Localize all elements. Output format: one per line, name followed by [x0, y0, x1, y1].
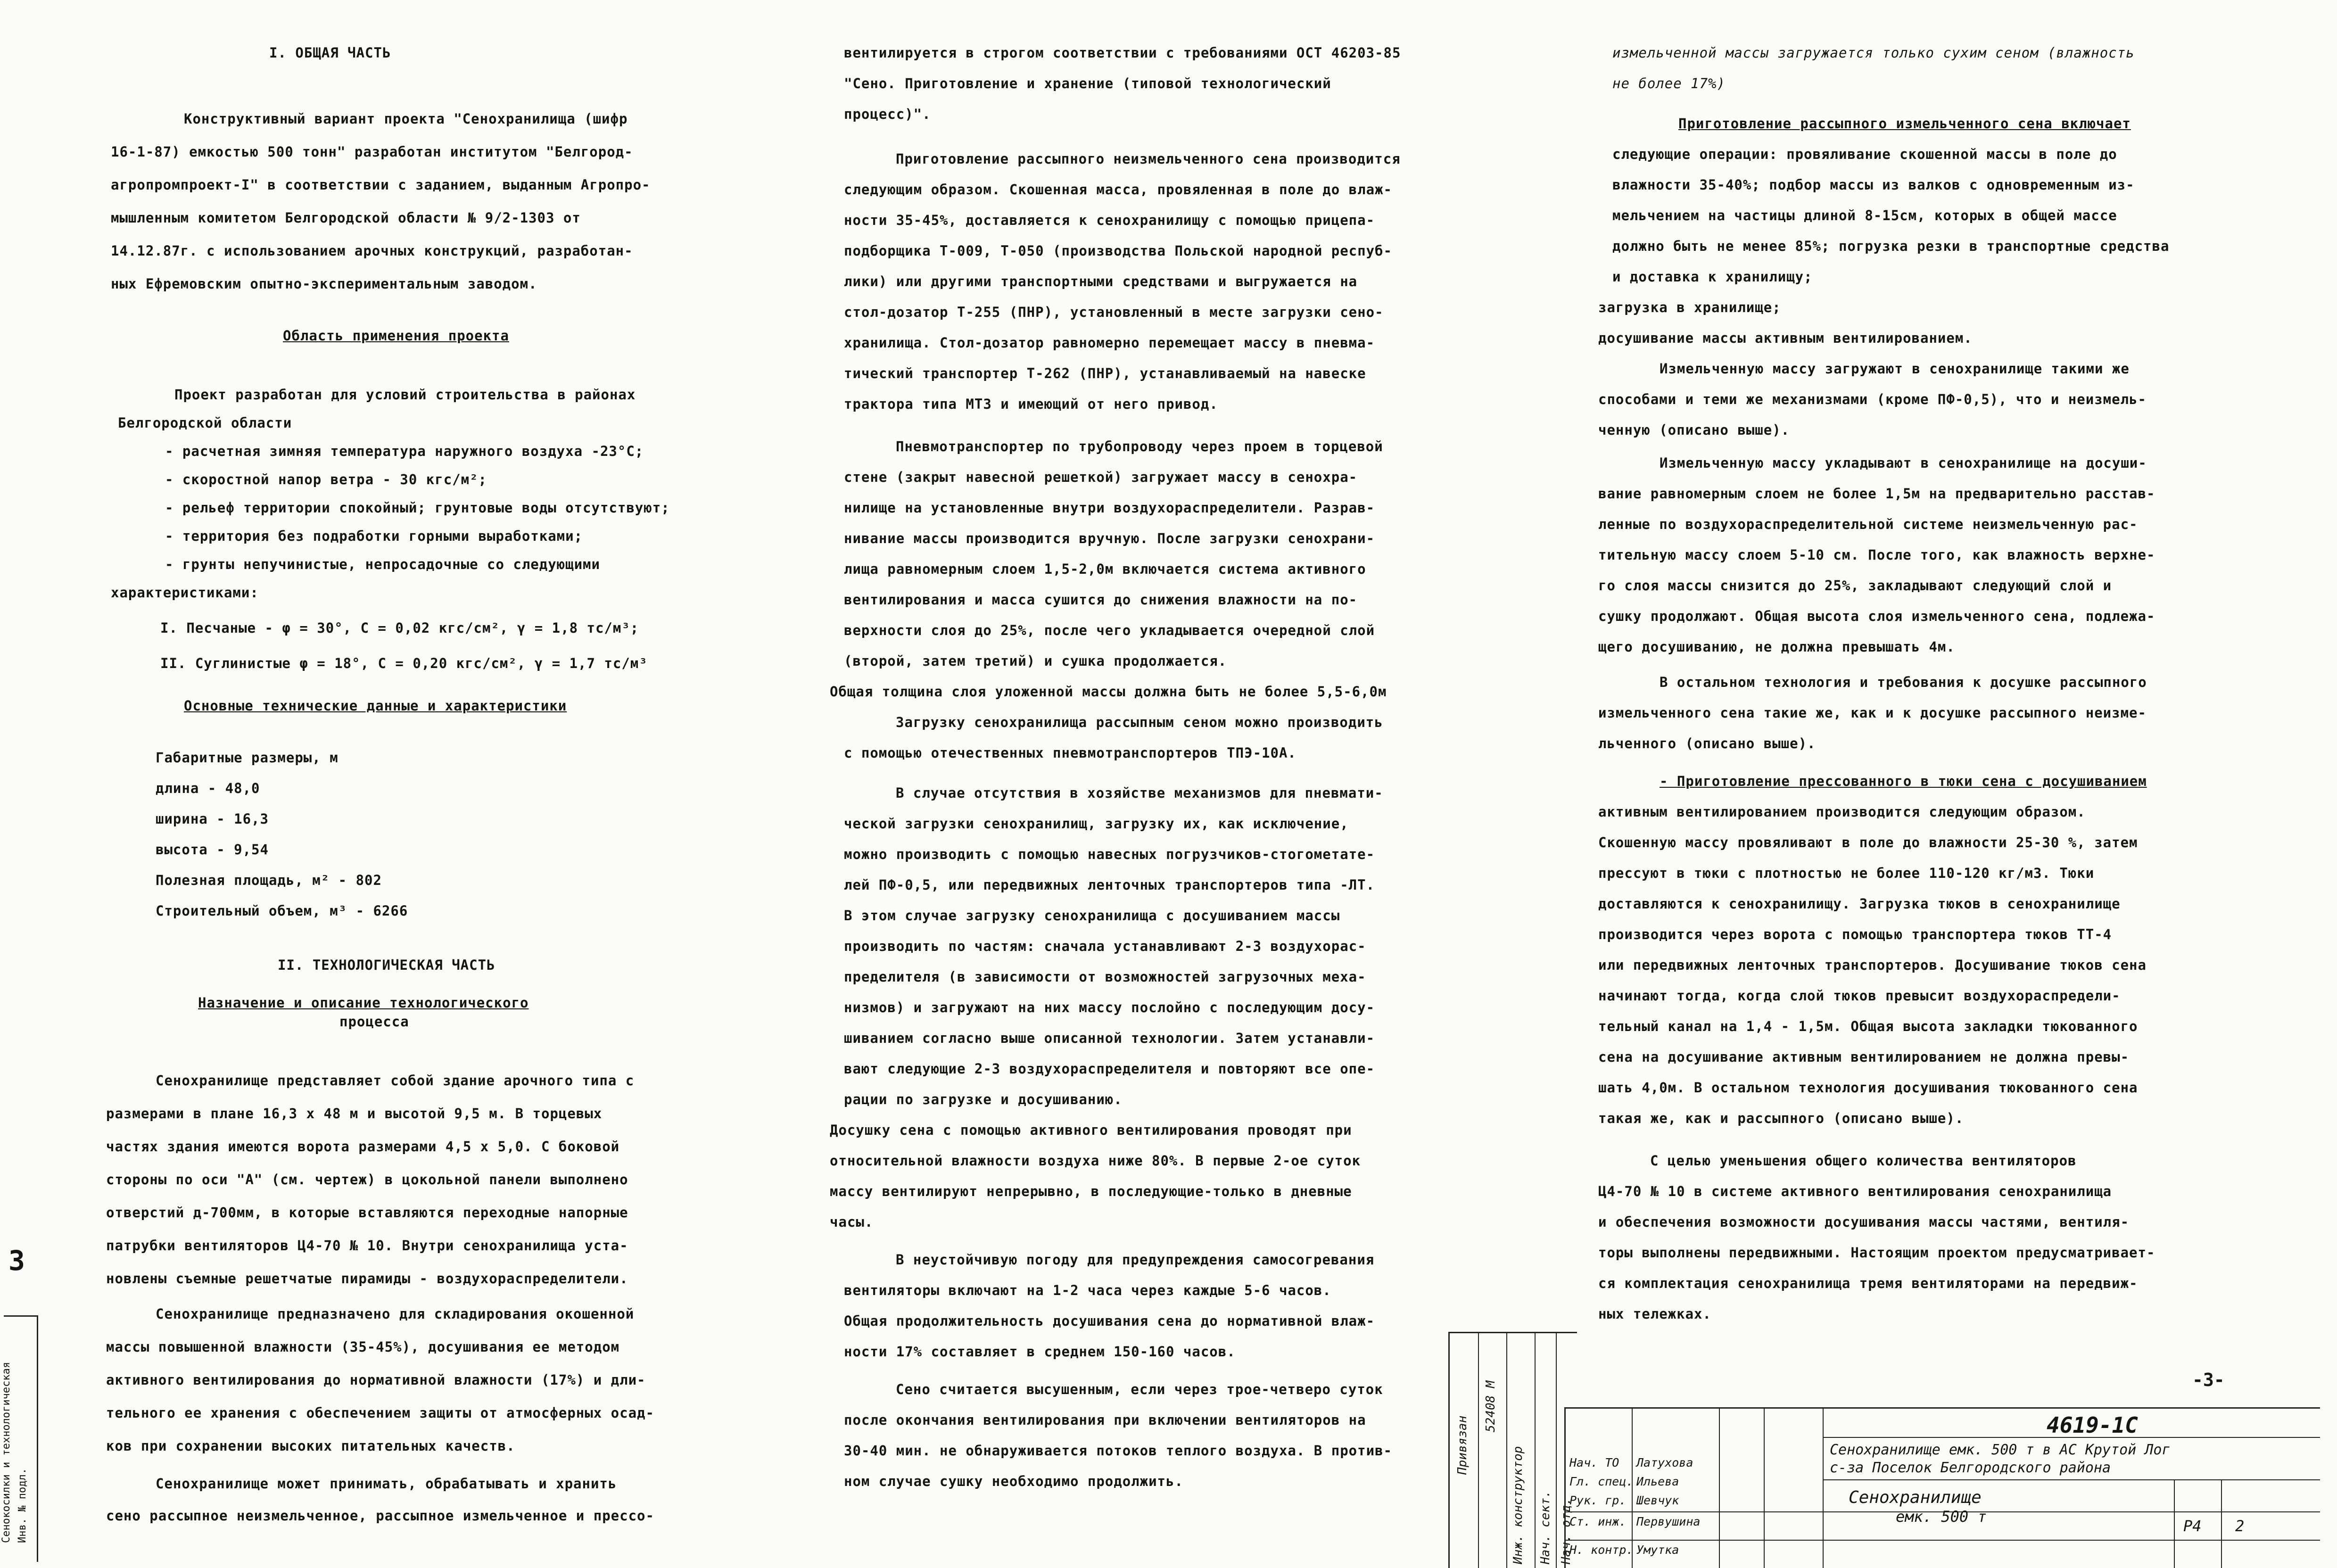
col3-line: и обеспечения возможности досушивания массы частями, вентиля- — [1598, 1214, 2130, 1230]
col1-line: ных Ефремовским опытно-экспериментальным заводом. — [111, 276, 537, 292]
col2-line: относительной влажности воздуха ниже 80%. В первые 2-ое суток — [830, 1153, 1361, 1169]
col3-line: следующие операции: провяливание скошенной массы в поле до — [1612, 146, 2117, 162]
sheet-title-line2: емк. 500 т — [1896, 1508, 1987, 1526]
title-block — [1564, 1407, 2320, 1568]
role: Ст. инж. — [1569, 1515, 1627, 1528]
col3-line: ченную (описано выше). — [1598, 422, 1790, 438]
col3-line: тительную массу слоем 5-10 см. После того, как влажность верхне- — [1598, 547, 2155, 563]
col2-line: часы. — [830, 1214, 874, 1230]
col1-line: Сенохранилище предназначено для складирования окошенной — [156, 1306, 635, 1322]
col3-line: В остальном технология и требования к досушке рассыпного — [1660, 674, 2147, 690]
col1-line: Белгородской области — [118, 415, 292, 431]
name: Шевчук — [1636, 1494, 1679, 1507]
col1-line: характеристиками: — [111, 585, 259, 601]
col2-line: вентиляторы включают на 1-2 часа через каждые 5-6 часов. — [844, 1282, 1331, 1298]
col1-line: активного вентилирования до нормативной влажности (17%) и дли- — [106, 1372, 646, 1388]
col1-line: частях здания имеются ворота размерами 4,5 х 5,0. С боковой — [106, 1139, 620, 1155]
col1-line: Габаритные размеры, м — [156, 750, 339, 766]
col2-line: Сено считается высушенным, если через трое-четверо суток — [896, 1381, 1383, 1397]
col2-line: трактора типа МТЗ и имеющий от него привод. — [844, 396, 1218, 412]
col3-line: мельчением на частицы длиной 8-15см, которых в общей массе — [1612, 207, 2117, 223]
col3-line: измельченной массы загружается только сухим сеном (влажность — [1612, 45, 2135, 61]
col3-line: такая же, как и рассыпного (описано выше). — [1598, 1110, 1964, 1126]
name: Первушина — [1636, 1515, 1701, 1528]
sheet-value: 2 — [2235, 1517, 2245, 1535]
col1-line: - грунты непучинистые, непросадочные со следующими — [165, 556, 600, 572]
col1-line: Сенохранилище представляет собой здание арочного типа с — [156, 1073, 635, 1089]
col2-line: вентилирования и масса сушится до снижения влажности на по- — [844, 592, 1358, 608]
col3-line: производится через ворота с помощью транспортера тюков ТТ-4 — [1598, 926, 2112, 942]
col1-line: Проект разработан для условий строительства в районах — [174, 387, 636, 403]
col2-line: лики) или другими транспортными средствами и выгружается на — [844, 273, 1358, 289]
project-title-line2: с-за Поселок Белгородского района — [1830, 1460, 2111, 1476]
col2-line: лей ПФ-0,5, или передвижных ленточных транспортеров типа -ЛТ. — [844, 877, 1375, 893]
col2-line: верхности слоя до 25%, после чего укладывается очередной слой — [844, 622, 1375, 638]
page-marker: -3- — [2192, 1370, 2225, 1390]
sheet-title-line1: Сенохранилище — [1849, 1488, 1982, 1507]
col2-line: рации по загрузке и досушиванию. — [844, 1091, 1123, 1107]
col2-line: (второй, затем третий) и сушка продолжается. — [844, 653, 1227, 669]
col1-line: сено рассыпное неизмельченное, рассыпное измельченное и прессо- — [106, 1508, 654, 1524]
col2-line: "Сено. Приготовление и хранение (типовой технологический — [844, 75, 1331, 91]
col3-line: начинают тогда, когда слой тюков превысит воздухораспредели- — [1598, 988, 2121, 1004]
col2-line: можно производить с помощью навесных погрузчиков-стогометате- — [844, 846, 1375, 862]
approval-role: Инж. конструктор — [1511, 1446, 1525, 1564]
col3-line: льченного (описано выше). — [1598, 735, 1816, 751]
col3-line: досушивание массы активным вентилированием. — [1598, 330, 1973, 346]
margin-page-number: 3 — [8, 1245, 25, 1277]
col1-line: 14.12.87г. с использованием арочных конструкций, разработан- — [111, 243, 633, 259]
col3-line: щего досушиванию, не должна превышать 4м. — [1598, 639, 1955, 655]
role: Рук. гр. — [1569, 1494, 1627, 1507]
col3-line: вание равномерным слоем не более 1,5м на предварительно расстав- — [1598, 486, 2155, 502]
col3-line: шать 4,0м. В остальном технология досушивания тюкованного сена — [1598, 1080, 2138, 1096]
col2-line: Загрузку сенохранилища рассыпным сеном можно производить — [896, 714, 1383, 730]
col1-line: - территория без подработки горными выработками; — [165, 528, 583, 544]
col2-line: Общая продолжительность досушивания сена до нормативной влаж- — [844, 1313, 1375, 1329]
col2-line: тический транспортер Т-262 (ПНР), устанавливаемый на навеске — [844, 365, 1366, 381]
col1-line: I. ОБЩАЯ ЧАСТЬ — [269, 45, 391, 61]
name: Ильева — [1636, 1475, 1679, 1488]
col1-line: патрубки вентиляторов Ц4-70 № 10. Внутри сенохранилища уста- — [106, 1238, 628, 1254]
approval-role: Нач. отд. — [1559, 1498, 1573, 1564]
col2-line: Общая толщина слоя уложенной массы должна быть не более 5,5-6,0м — [830, 684, 1387, 700]
col1-line: размерами в плане 16,3 х 48 м и высотой 9,5 м. В торцевых — [106, 1106, 603, 1122]
col1-line: I. Песчаные - φ = 30°, C = 0,02 кгс/см², γ = 1,8 тс/м³; — [160, 620, 639, 636]
name: Латухова — [1636, 1456, 1693, 1469]
col2-line: вают следующие 2-3 воздухораспределителя и повторяют все опе- — [844, 1061, 1375, 1077]
name: Умутка — [1636, 1543, 1679, 1557]
col1-line: отверстий д-700мм, в которые вставляются переходные напорные — [106, 1205, 628, 1221]
margin-strip-label: Инв. № подл. — [17, 1468, 28, 1543]
col3-line: ных тележках. — [1598, 1306, 1711, 1322]
col1-line: тельного ее хранения с обеспечением защиты от атмосферных осад- — [106, 1405, 654, 1421]
col2-line: В неустойчивую погоду для предупреждения самосогревания — [896, 1252, 1375, 1268]
col2-line: следующим образом. Скошенная масса, провяленная в поле до влаж- — [844, 182, 1392, 198]
col2-line: ном случае сушку необходимо продолжить. — [844, 1473, 1183, 1489]
col1-line: мышленным комитетом Белгородской области № 9/2-1303 от — [111, 210, 581, 226]
col1-line: ширина - 16,3 — [156, 811, 269, 827]
col1-line: Назначение и описание технологического — [198, 995, 529, 1011]
col1-line: Конструктивный вариант проекта "Сенохранилища (шифр — [184, 111, 628, 127]
col3-line: прессуют в тюки с плотностью не более 110-120 кг/м3. Тюки — [1598, 865, 2095, 881]
col2-line: после окончания вентилирования при включении вентиляторов на — [844, 1412, 1366, 1428]
role: Н. контр. — [1569, 1543, 1634, 1557]
stage-value: Р4 — [2183, 1517, 2202, 1535]
col2-line: низмов) и загружают на них массу послойно с последующим досу- — [844, 999, 1375, 1015]
col2-line: шиванием согласно выше описанной технологии. Затем устанавли- — [844, 1030, 1375, 1046]
col2-line: Пневмотранспортер по трубопроводу через проем в торцевой — [896, 438, 1383, 454]
col3-line: Скошенную массу провяливают в поле до влажности 25-30 %, затем — [1598, 834, 2138, 850]
col1-line: II. ТЕХНОЛОГИЧЕСКАЯ ЧАСТЬ — [278, 957, 495, 973]
col3-line: доставляются к сенохранилищу. Загрузка тюков в сенохранилище — [1598, 896, 2121, 912]
col3-line: Ц4-70 № 10 в системе активного вентилирования сенохранилища — [1598, 1183, 2112, 1199]
document-number: 4619-1С — [2047, 1412, 2138, 1438]
col2-line: лища равномерным слоем 1,5-2,0м включается система активного — [844, 561, 1366, 577]
col2-line: ности 17% составляет в среднем 150-160 часов. — [844, 1344, 1236, 1360]
col3-line: - Приготовление прессованного в тюки сена с досушиванием — [1660, 773, 2147, 789]
col1-line: Основные технические данные и характеристики — [184, 698, 567, 714]
col3-line: и доставка к хранилищу; — [1612, 269, 1813, 285]
col1-line: процесса — [339, 1014, 409, 1030]
col1-line: ков при сохранении высоких питательных качеств. — [106, 1438, 515, 1454]
role: Гл. спец. — [1569, 1475, 1634, 1488]
col3-line: ленные по воздухораспределительной системе неизмельченную рас- — [1598, 516, 2138, 532]
col3-line: торы выполнены передвижными. Настоящим проектом предусматривает- — [1598, 1245, 2155, 1261]
col1-line: агропромпроект-I" в соответствии с заданием, выданным Агропро- — [111, 177, 651, 193]
col2-line: подборщика Т-009, Т-050 (производства Польской народной респуб- — [844, 243, 1392, 259]
col1-line: - расчетная зимняя температура наружного воздуха -23°С; — [165, 443, 644, 459]
col3-line: способами и теми же механизмами (кроме ПФ-0,5), что и неизмель- — [1598, 391, 2147, 407]
col1-line: - скоростной напор ветра - 30 кгс/м²; — [165, 471, 487, 487]
col1-line: Строительный объем, м³ - 6266 — [156, 903, 408, 919]
approval-label: Привязан — [1455, 1415, 1470, 1475]
col2-line: ности 35-45%, доставляется к сенохранилищу с помощью прицепа- — [844, 212, 1375, 228]
col1-line: стороны по оси "А" (см. чертеж) в цокольной панели выполнено — [106, 1172, 628, 1188]
col2-line: хранилища. Стол-дозатор равномерно перемещает массу в пневма- — [844, 335, 1375, 351]
col1-line: - рельеф территории спокойный; грунтовые воды отсутствуют; — [165, 500, 670, 516]
col3-line: не более 17%) — [1612, 75, 1726, 91]
col1-line: Сенохранилище может принимать, обрабатывать и хранить — [156, 1476, 617, 1492]
col2-line: нилище на установленные внутри воздухораспределители. Разрав- — [844, 500, 1375, 516]
col3-line: сушку продолжают. Общая высота слоя измельченного сена, подлежа- — [1598, 608, 2155, 624]
col2-line: производить по частям: сначала устанавливают 2-3 воздухорас- — [844, 938, 1366, 954]
col2-line: стол-дозатор Т-255 (ПНР), установленный в месте загрузки сено- — [844, 304, 1384, 320]
col3-line: Измельченную массу укладывают в сенохранилище на досуши- — [1660, 455, 2147, 471]
col2-line: массу вентилируют непрерывно, в последующие-только в дневные — [830, 1183, 1352, 1199]
col2-line: стене (закрыт навесной решеткой) загружает массу в сенохра- — [844, 469, 1358, 485]
col3-line: сена на досушивание активным вентилированием не должна превы- — [1598, 1049, 2130, 1065]
col2-line: В этом случае загрузку сенохранилища с досушиванием массы — [844, 908, 1340, 924]
col3-line: загрузка в хранилище; — [1598, 299, 1781, 315]
approval-role: Нач. сект. — [1538, 1490, 1552, 1564]
col2-line: нивание массы производится вручную. После загрузки сенохрани- — [844, 530, 1375, 546]
col1-line: 16-1-87) емкостью 500 тонн" разработан институтом "Белгород- — [111, 144, 633, 160]
col2-line: 30-40 мин. не обнаруживается потоков теплого воздуха. В против- — [844, 1443, 1392, 1459]
col1-line: Область применения проекта — [283, 328, 509, 344]
col2-line: пределителя (в зависимости от возможностей загрузочных меха- — [844, 969, 1366, 985]
col3-line: Приготовление рассыпного измельченного сена включает — [1678, 116, 2131, 132]
approval-code: 52408 М — [1484, 1380, 1498, 1432]
col3-line: го слоя массы снизится до 25%, закладывают следующий слой и — [1598, 578, 2112, 594]
col3-line: ся комплектация сенохранилища тремя вентиляторами на передвиж- — [1598, 1275, 2138, 1291]
col3-line: активным вентилированием производится следующим образом. — [1598, 804, 2086, 820]
col3-line: должно быть не менее 85%; погрузка резки в транспортные средства — [1612, 238, 2170, 254]
col3-line: влажности 35-40%; подбор массы из валков с одновременным из- — [1612, 177, 2135, 193]
col1-line: новлены съемные решетчатые пирамиды - воздухораспределители. — [106, 1271, 628, 1287]
col1-line: длина - 48,0 — [156, 780, 260, 796]
margin-strip — [0, 1315, 38, 1562]
col2-line: Досушку сена с помощью активного вентилирования проводят при — [830, 1122, 1352, 1138]
col1-line: массы повышенной влажности (35-45%), досушивания ее методом — [106, 1339, 620, 1355]
col1-line: высота - 9,54 — [156, 842, 269, 858]
col3-line: измельченного сена такие же, как и к досушке рассыпного неизме- — [1598, 705, 2147, 721]
col2-line: Приготовление рассыпного неизмельченного сена производится — [896, 151, 1401, 167]
project-title-line1: Сенохранилище емк. 500 т в АС Крутой Лог — [1830, 1442, 2171, 1458]
col3-line: тельный канал на 1,4 - 1,5м. Общая высота закладки тюкованного — [1598, 1018, 2138, 1034]
col3-line: Измельченную массу загружают в сенохранилище такими же — [1660, 361, 2130, 377]
role: Нач. ТО — [1569, 1456, 1619, 1469]
col2-line: с помощью отечественных пневмотранспортеров ТПЭ-10А. — [844, 745, 1296, 761]
col2-line: вентилируется в строгом соответствии с требованиями ОСТ 46203-85 — [844, 45, 1401, 61]
col3-line: С целью уменьшения общего количества вентиляторов — [1650, 1153, 2077, 1169]
col2-line: В случае отсутствия в хозяйстве механизмов для пневмати- — [896, 785, 1383, 801]
approval-strip — [1448, 1332, 1577, 1568]
margin-strip-text: Сенокосилки и технологическая — [0, 1362, 12, 1543]
col1-line: Полезная площадь, м² - 802 — [156, 872, 382, 888]
col2-line: процесс)". — [844, 106, 931, 122]
col3-line: или передвижных ленточных транспортеров. Досушивание тюков сена — [1598, 957, 2147, 973]
col1-line: II. Суглинистые φ = 18°, C = 0,20 кгс/см², γ = 1,7 тс/м³ — [160, 655, 648, 671]
col2-line: ческой загрузки сенохранилищ, загрузку их, как исключение, — [844, 816, 1349, 832]
